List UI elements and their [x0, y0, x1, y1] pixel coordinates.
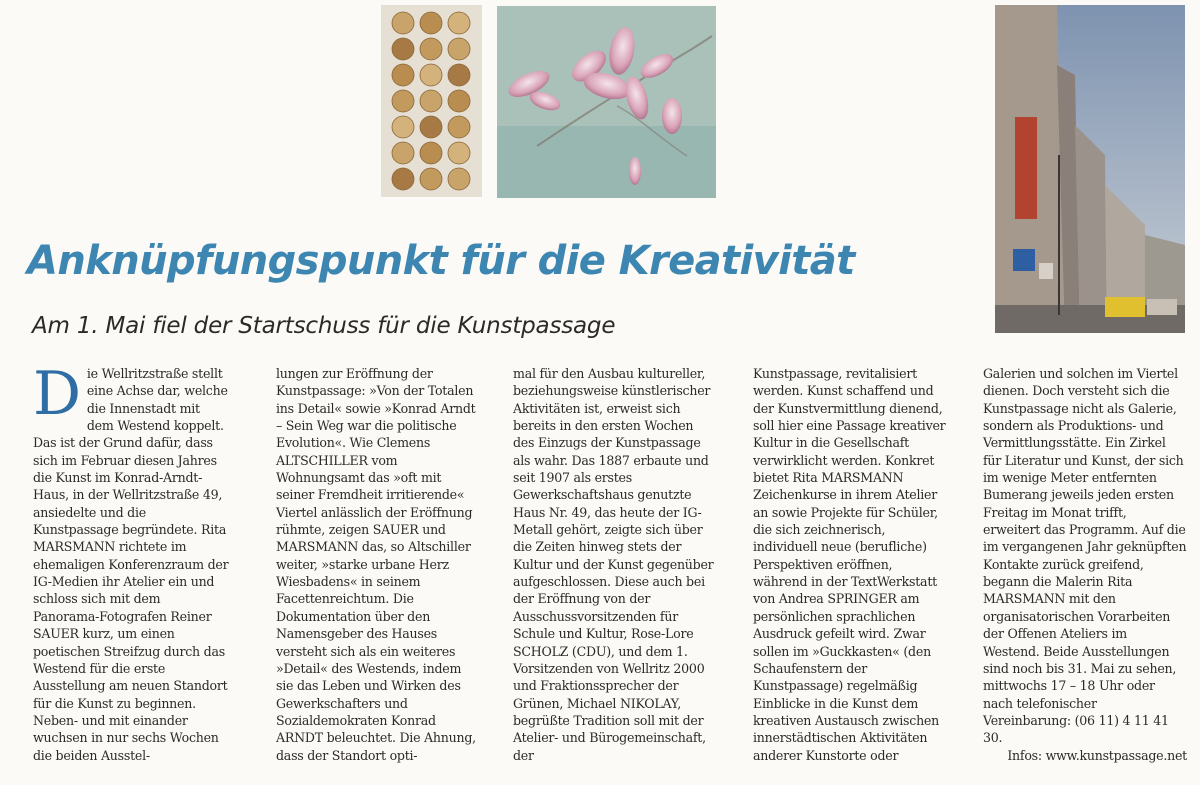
street-illustration — [995, 5, 1185, 333]
wooden-disc — [448, 64, 470, 86]
column-text: mal für den Ausbau kultureller, beziehungsweise künstlerischer Aktivitäten ist, erweist sich bereits in den ersten Wochen des Einzugs der Kunstpassage als wahr. Das 1887 erbaute und seit 1907 als erstes Gewerkschaftshaus genutzte Haus Nr. 49, das heute der IG-Metall gehört, zeigte sich über die Zeiten hinweg stets der Kultur und der Kunst gegenüber aufgeschlossen. Diese auch bei der Eröffnung von der Ausschussvorsitzenden für Schule und Kultur, Rose-Lore SCHOLZ (CDU), und dem 1. Vorsitzenden von Wellritz 2000 und Fraktionssprecher der Grünen, Michael NIKOLAY, begrüßte Tradition soll mit der Atelier- und Bürogemeinschaft, der — [513, 366, 714, 763]
article-column-2 — [276, 365, 478, 764]
wooden-disc — [448, 38, 470, 60]
wooden-disc — [392, 142, 414, 164]
subheadline: Am 1. Mai fiel der Startschuss für die Kunstpassage — [32, 313, 616, 339]
column-text: Kunstpassage, revitalisiert werden. Kunst schaffend und der Kunstvermittlung dienend, soll hier eine Passage kreativer Kultur in die Gesellschaft verwirklicht werden. Konkret bietet Rita MARSMANN Zeichenkurse in ihrem Atelier an sowie Projekte für Schüler, die sich zeichnerisch, individuell neue (berufliche) Perspektiven eröffnen, während in der TextWerkstatt von Andrea SPRINGER am persönlichen sprachlichen Ausdruck gefeilt wird. Zwar sollen im »Guckkasten« (den Schaufenstern der Kunstpassage) regelmäßig Einblicke in die Kunst dem kreativen Austausch zwischen innerstädtischen Aktivitäten anderer Kunstorte oder — [753, 366, 946, 763]
wooden-disc — [392, 168, 414, 190]
wooden-disc — [448, 12, 470, 34]
painting-magnolias-image — [497, 6, 716, 198]
wooden-disc — [420, 168, 442, 190]
wooden-disc — [448, 90, 470, 112]
drop-cap: D — [33, 359, 81, 429]
wooden-disc — [392, 116, 414, 138]
wooden-disc — [420, 116, 442, 138]
article-column-1 — [33, 359, 229, 764]
wooden-disc — [448, 168, 470, 190]
wooden-disc — [420, 64, 442, 86]
headline: Anknüpfungspunkt für die Kreativität — [27, 238, 855, 284]
wooden-disc — [392, 38, 414, 60]
magnolia-illustration — [497, 6, 716, 198]
wooden-disc — [420, 38, 442, 60]
wooden-disc — [420, 90, 442, 112]
wooden-disc — [448, 142, 470, 164]
wooden-disc — [448, 116, 470, 138]
column-text: Galerien und solchen im Viertel dienen. Doch versteht sich die Kunstpassage nicht als Galerie, sondern als Produktions- und Vermittlungsstätte. Ein Zirkel für Literatur und Kunst, der sich im wenige Meter entfernten Bumerang jeweils jeden ersten Freitag im Monat trifft, erweitert das Programm. Auf die im vergangenen Jahr geknüpften Kontakte zurück greifend, begann die Malerin Rita MARSMANN mit den organisatorischen Vorarbeiten der Offenen Ateliers im Westend. Beide Ausstellungen sind noch bis 31. Mai zu sehen, mittwochs 17 – 18 Uhr oder nach telefonischer Vereinbarung: (06 11) 4 11 41 30. — [983, 366, 1187, 746]
article-column-3 — [513, 365, 718, 764]
article-column-5 — [983, 365, 1187, 764]
artwork-discs-image — [381, 5, 482, 197]
column-text: lungen zur Eröffnung der Kunstpassage: »Von der Totalen ins Detail« sowie »Konrad Arndt – Sein Weg war die politische Evolution«. Wie Clemens ALTSCHILLER vom Wohnungsamt das »oft mit seiner Fremdheit irritierende« Viertel anlässlich der Eröffnung rühmte, zeigen SAUER und MARSMANN das, so Altschiller weiter, »starke urbane Herz Wiesbadens« in seinem Facettenreichtum. Die Dokumentation über den Namensgeber des Hauses versteht sich als ein weiteres »Detail« des Westends, indem sie das Leben und Wirken des Gewerkschafters und Sozialdemokraten Konrad ARNDT beleuchtet. Die Ahnung, dass der Standort opti- — [276, 366, 476, 763]
info-line: Infos: www.kunstpassage.net — [1007, 747, 1187, 763]
wooden-disc — [420, 12, 442, 34]
wooden-disc — [392, 12, 414, 34]
street-photo-image — [995, 5, 1185, 333]
column-text: ie Wellritzstraße stellt eine Achse dar, welche die Innenstadt mit dem Westend koppelt. Das ist der Grund dafür, dass sich im Februar diesen Jahres die Kunst im Konrad-Arndt-Haus, in der Wellritzstraße 49, ansiedelte und die Kunstpassage begründete. Rita MARSMANN richtete im ehemaligen Konferenzraum der IG-Medien ihr Atelier ein und schloss sich mit dem Panorama-Fotografen Reiner SAUER kurz, um einen poetischen Streifzug durch das Westend für die erste Ausstellung am neuen Standort für die Kunst zu beginnen. Neben- und mit einander wuchsen in nur sechs Wochen die beiden Ausstel- — [33, 366, 229, 763]
discs-illustration — [381, 5, 482, 197]
wooden-disc — [420, 142, 442, 164]
wooden-disc — [392, 90, 414, 112]
wooden-disc — [392, 64, 414, 86]
article-column-4 — [753, 365, 949, 764]
